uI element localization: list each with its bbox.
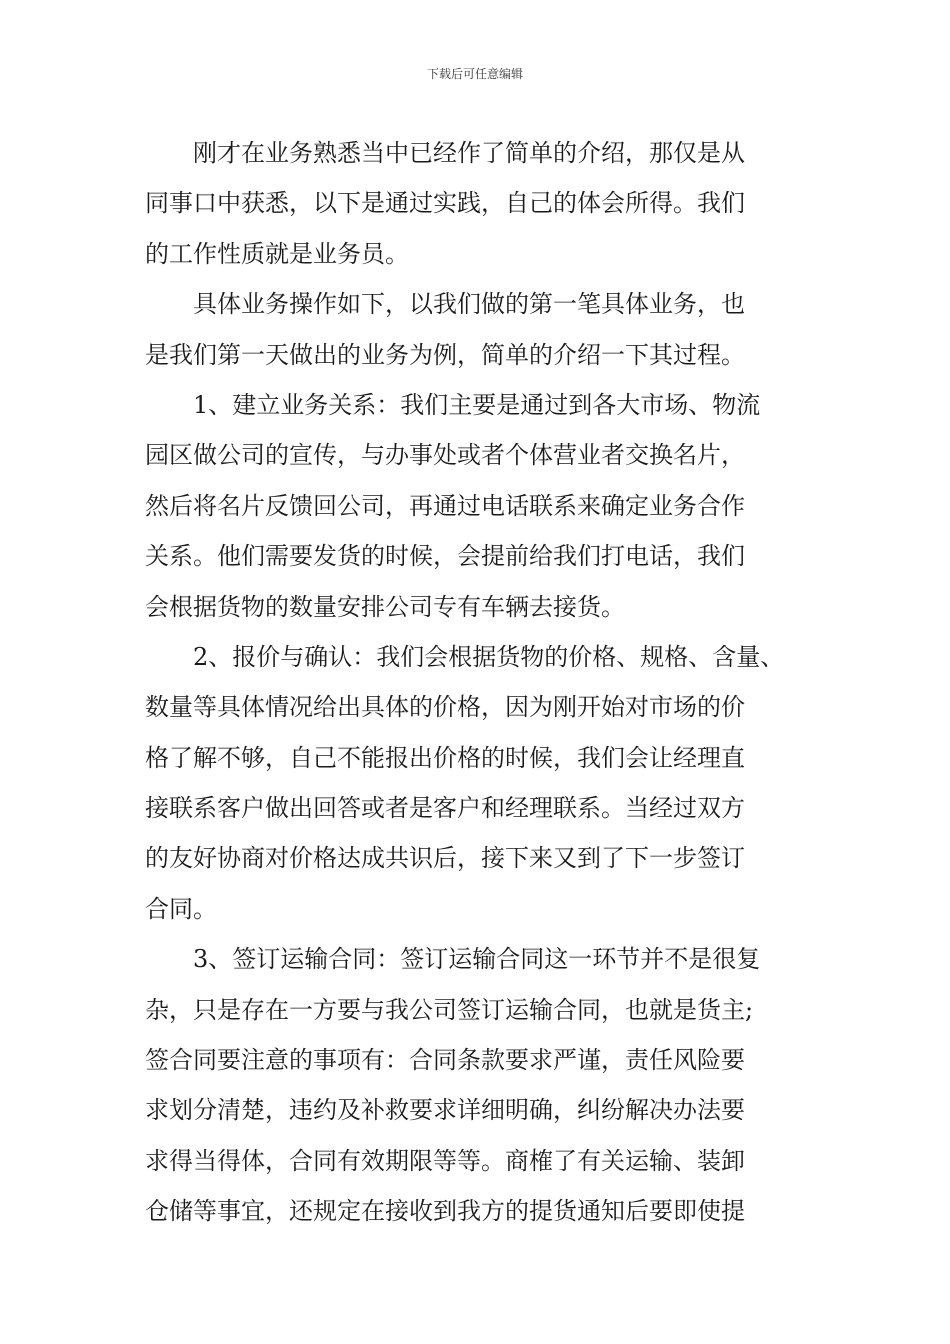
text-line: 关系。他们需要发货的时候，会提前给我们打电话，我们 xyxy=(145,542,745,571)
paragraph-step-3 xyxy=(145,934,815,1236)
text-line: 园区做公司的宣传，与办事处或者个体营业者交换名片， xyxy=(145,441,745,470)
text-line: 1、建立业务关系：我们主要是通过到各大市场、物流 xyxy=(193,390,761,419)
text-line: 同事口中获悉，以下是通过实践，自己的体会所得。我们 xyxy=(145,189,745,218)
text-line: 是我们第一天做出的业务为例，简单的介绍一下其过程。 xyxy=(145,340,745,369)
text-line: 3、签订运输合同：签订运输合同这一环节并不是很复 xyxy=(193,945,761,974)
document-body xyxy=(145,128,815,1237)
text-line: 接联系客户做出回答或者是客户和经理联系。当经过双方 xyxy=(145,794,745,823)
paragraph-operation xyxy=(145,279,815,380)
paragraph-intro xyxy=(145,128,815,279)
text-line: 然后将名片反馈回公司，再通过电话联系来确定业务合作 xyxy=(145,491,745,520)
text-line: 签合同要注意的事项有：合同条款要求严谨，责任风险要 xyxy=(145,1046,745,1075)
text-line: 杂，只是存在一方要与我公司签订运输合同，也就是货主; xyxy=(145,995,754,1024)
text-line: 具体业务操作如下，以我们做的第一笔具体业务，也 xyxy=(193,290,745,319)
text-line: 格了解不够，自己不能报出价格的时候，我们会让经理直 xyxy=(145,743,745,772)
paragraph-step-2 xyxy=(145,632,815,934)
text-line: 的工作性质就是业务员。 xyxy=(145,239,409,268)
text-line: 求划分清楚，违约及补救要求详细明确，纠纷解决办法要 xyxy=(145,1096,745,1125)
page-header: 下载后可任意编辑 xyxy=(426,67,523,81)
text-line: 合同。 xyxy=(145,894,217,923)
paragraph-step-1 xyxy=(145,380,815,632)
text-line: 2、报价与确认：我们会根据货物的价格、规格、含量、 xyxy=(193,642,785,671)
text-line: 求得当得体，合同有效期限等等。商榷了有关运输、装卸 xyxy=(145,1146,745,1175)
text-line: 数量等具体情况给出具体的价格，因为刚开始对市场的价 xyxy=(145,693,745,722)
text-line: 的友好协商对价格达成共识后，接下来又到了下一步签订 xyxy=(145,844,745,873)
text-line: 会根据货物的数量安排公司专有车辆去接货。 xyxy=(145,592,625,621)
text-line: 刚才在业务熟悉当中已经作了简单的介绍，那仅是从 xyxy=(193,139,745,167)
text-line: 仓储等事宜，还规定在接收到我方的提货通知后要即使提 xyxy=(145,1197,745,1226)
